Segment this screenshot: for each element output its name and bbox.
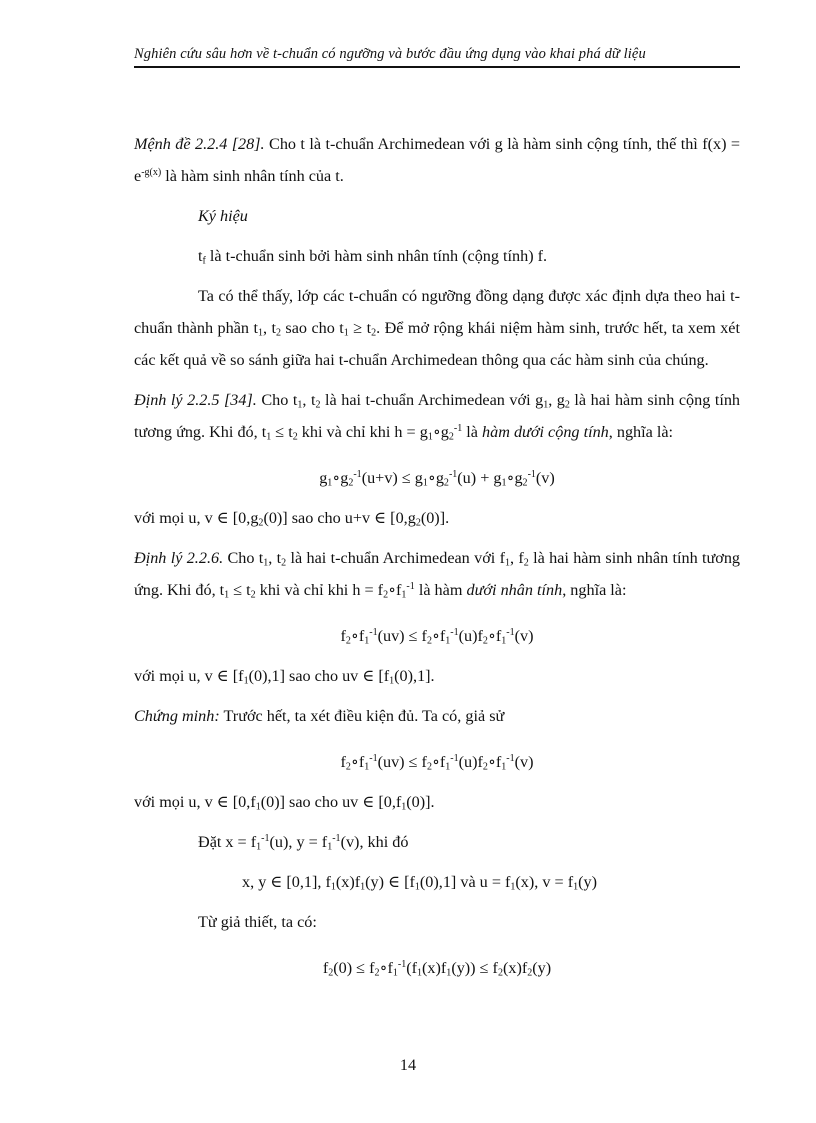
theorem-2-2-5: Định lý 2.2.5 [34]. Cho $t_1$, $t_2$ là hai t-chuẩn Archimedean với $g_1$, $g_2$ là hai hàm sinh cộng tính tương ứng. Khi đó, $t_1 \le t_2$ khi và chỉ khi $h = g_1\circ g_2^{-1}$ là hàm dưới cộng tính, nghĩa là: — [134, 391, 741, 443]
notation-heading: Ký hiệu — [198, 207, 248, 225]
substitution-line: Đặt $x = f_1^{-1}(u)$, $y = f_1^{-1}(v)$, khi đó — [198, 832, 409, 853]
condition-1: với mọi u, v ∈ $[0,g_2(0)]$ sao cho u+v ∈ $[0,g_2(0)]$. — [134, 509, 450, 529]
equation-assumption: $f_2\circ f_1^{-1}(uv)$ ≤ $f_2\circ f_1^{-1}(u)f_2\circ f_1^{-1}(v)$ — [340, 752, 534, 773]
theorem-label: Định lý 2.2.6. — [134, 549, 224, 567]
theorem-label: Định lý 2.2.5 [34]. — [134, 391, 257, 409]
condition-3: với mọi u, v ∈ $[0,f_1(0)]$ sao cho uv ∈ $[0,f_1(0)]$. — [134, 793, 435, 813]
header-rule — [134, 66, 740, 68]
page-number: 14 — [399, 1056, 417, 1074]
theorem-2-2-6: Định lý 2.2.6. Cho $t_1$, $t_2$ là hai t-chuẩn Archimedean với $f_1$, $f_2$ là hai hàm sinh nhân tính tương ứng. Khi đó, $t_1 \le t_2$ khi và chỉ khi $h = f_2\circ f_1^{-1}$ là hàm dưới nhân tính, nghĩa là: — [134, 549, 741, 601]
intro-paragraph: Ta có thể thấy, lớp các t-chuẩn có ngưỡng đồng dạng được xác định dựa theo hai t-chuẩn thành phần $t_1$, $t_2$ sao cho $t_1 \ge t_2$. Để mở rộng khái niệm hàm sinh, trước hết, ta xem xét các kết quả về so sánh giữa hai t-chuẩn Archimedean thông qua các hàm sinh của chúng. — [134, 287, 740, 369]
proposition-label: Mệnh đề 2.2.4 [28]. — [134, 135, 265, 153]
equation-subadditive: $g_1\circ g_2^{-1}(u+v)$ ≤ $g_1\circ g_2^{-1}(u)$ + $g_1\circ g_2^{-1}(v)$ — [319, 468, 555, 489]
equation-inequality-chain: $f_2(0)$ ≤ $f_2\circ f_1^{-1}(f_1(x)f_1(y)) \le f_2(x)f_2(y)$ — [322, 958, 552, 979]
from-assumption-line: Từ giả thiết, ta có: — [198, 913, 317, 931]
condition-2: với mọi u, v ∈ $[f_1(0),1]$ sao cho uv ∈ $[f_1(0),1]$. — [134, 667, 435, 687]
proof-label: Chứng minh: — [134, 707, 220, 725]
proposition-2-2-4: Mệnh đề 2.2.4 [28]. Cho t là t-chuẩn Archimedean với g là hàm sinh cộng tính, thế thì $f(x) = e^{-g(x)}$ là hàm sinh nhân tính của t. — [134, 135, 741, 185]
page-body — [134, 128, 740, 984]
running-header: Nghiên cứu sâu hơn về t-chuẩn có ngưỡng và bước đầu ứng dụng vào khai phá dữ liệu — [134, 46, 646, 62]
equation-submultiplicative: $f_2\circ f_1^{-1}(uv)$ ≤ $f_2\circ f_1^{-1}(u)f_2\circ f_1^{-1}(v)$ — [340, 626, 534, 647]
domain-line: x, y ∈ [0,1], $f_1(x)f_1(y)$ ∈ $[f_1(0),1]$ và $u = f_1(x)$, $v = f_1(y)$ — [242, 873, 597, 893]
theorem-term: hàm dưới cộng tính — [482, 423, 609, 441]
theorem-term: dưới nhân tính — [466, 581, 563, 599]
proof-start: Chứng minh: Trước hết, ta xét điều kiện đủ. Ta có, giả sử — [134, 707, 505, 725]
notation-text: $t_f$ là t-chuẩn sinh bởi hàm sinh nhân tính (cộng tính) f. — [198, 247, 548, 267]
